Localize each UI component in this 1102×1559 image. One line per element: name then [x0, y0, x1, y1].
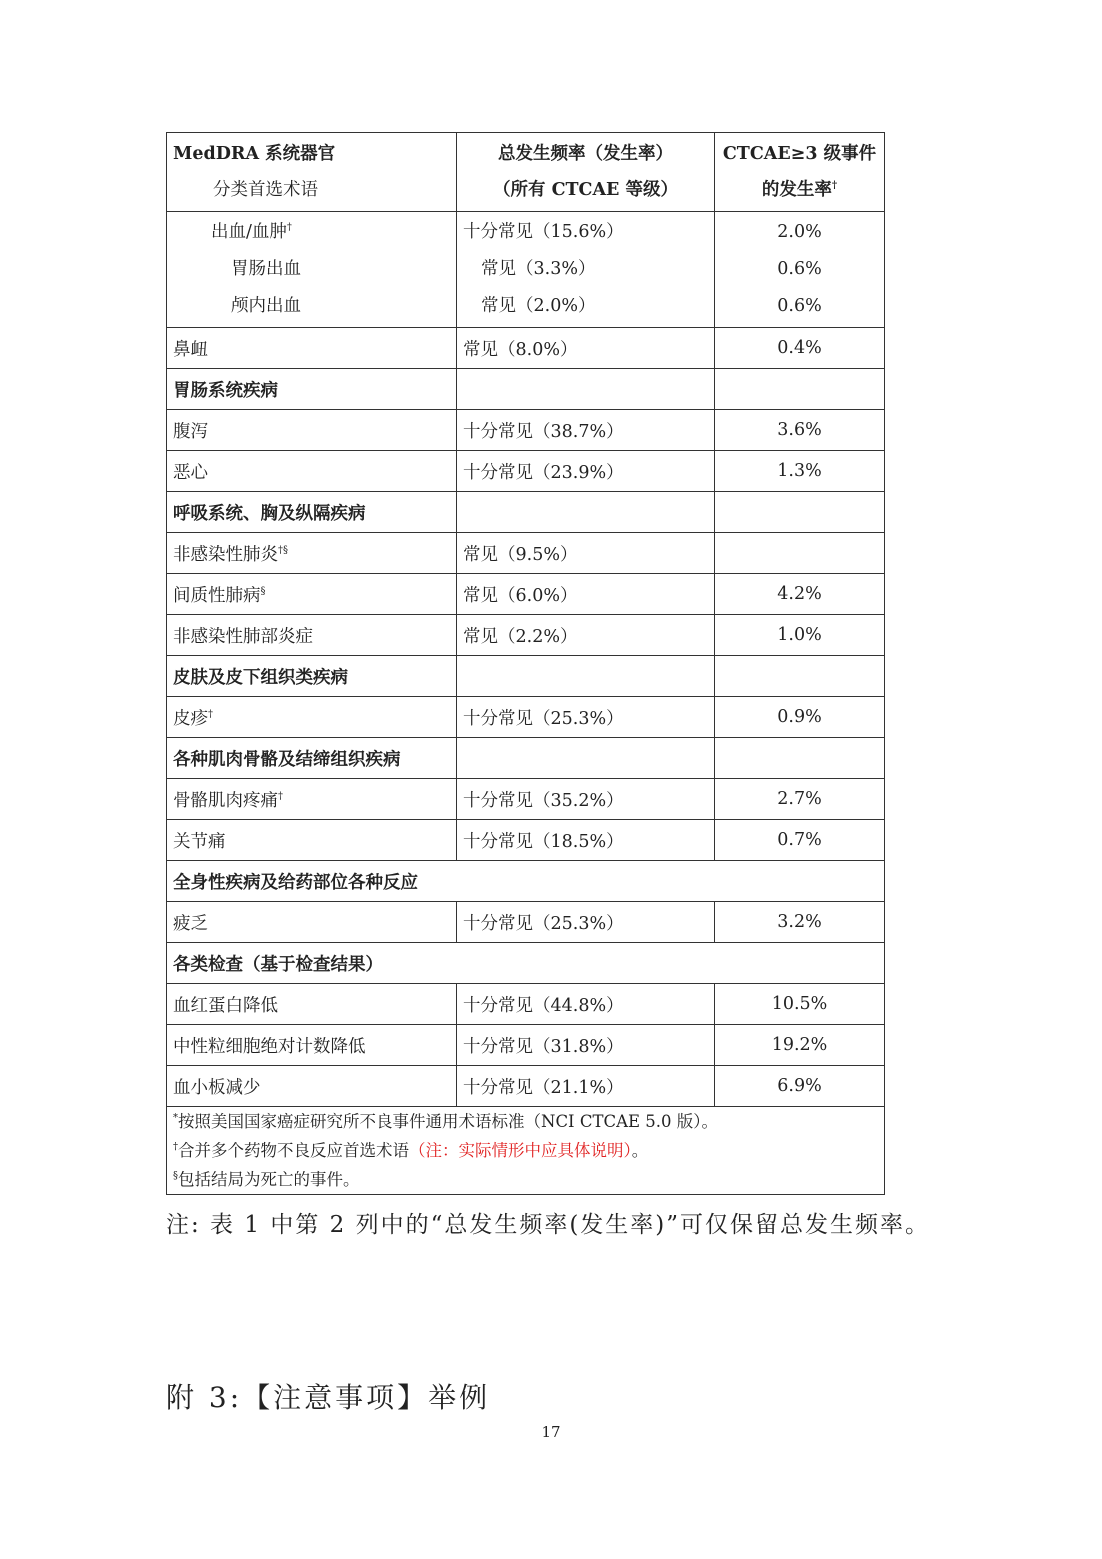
- grade3-text: 0.6%: [777, 259, 822, 279]
- term-text: 腹泻: [173, 421, 208, 442]
- table-header-row: [167, 133, 885, 212]
- header-col3-mark: †: [831, 180, 838, 192]
- grade3-cell: 4.2%: [715, 574, 885, 615]
- rate-text: 常见（2.0%）: [481, 296, 596, 316]
- table-row: [167, 451, 885, 492]
- term-text: 疲乏: [173, 913, 208, 934]
- term-text: 骨骼肌肉疼痛: [173, 790, 278, 811]
- table-row: [167, 820, 885, 861]
- term-cell: [167, 902, 457, 943]
- footnote-text: 。: [631, 1141, 649, 1160]
- term-cell: [167, 697, 457, 738]
- category-cell: 皮肤及皮下组织类疾病: [167, 656, 457, 697]
- term-cell: [167, 328, 457, 369]
- grade3-cell: 1.0%: [715, 615, 885, 656]
- grade3-cell: [715, 212, 885, 328]
- table-row: [167, 697, 885, 738]
- term-cell: [167, 779, 457, 820]
- rate-cell: 十分常见（25.3%）: [457, 697, 715, 738]
- empty-cell: [457, 492, 715, 533]
- grade3-cell: 0.7%: [715, 820, 885, 861]
- category-row: [167, 738, 885, 779]
- table-row: [167, 212, 885, 328]
- rate-cell: 十分常见（25.3%）: [457, 902, 715, 943]
- term-cell: [167, 574, 457, 615]
- footnotes: [167, 1107, 885, 1195]
- header-soc-term: [167, 133, 457, 212]
- category-cell: 呼吸系统、胸及纵隔疾病: [167, 492, 457, 533]
- category-cell: 各类检查（基于检查结果）: [167, 943, 885, 984]
- term-mark: †: [208, 708, 213, 720]
- grade3-cell: 2.7%: [715, 779, 885, 820]
- empty-cell: [715, 656, 885, 697]
- rate-cell: 十分常见（44.8%）: [457, 984, 715, 1025]
- empty-cell: [715, 492, 885, 533]
- term-cell: [167, 451, 457, 492]
- table-row: [167, 574, 885, 615]
- rate-cell: 十分常见（18.5%）: [457, 820, 715, 861]
- footnote-2: [173, 1136, 878, 1165]
- term-text: 血小板减少: [173, 1077, 261, 1098]
- term-mark: †: [286, 222, 292, 234]
- footnote-mark: §: [173, 1170, 178, 1182]
- term-text: 血红蛋白降低: [173, 995, 278, 1016]
- category-row: [167, 656, 885, 697]
- table-row: [167, 1066, 885, 1107]
- empty-cell: [457, 656, 715, 697]
- table-row: [167, 1025, 885, 1066]
- table-row: [167, 902, 885, 943]
- page-number: 17: [541, 1423, 561, 1441]
- empty-cell: [715, 738, 885, 779]
- appendix-heading: 附 3:【注意事项】举例: [166, 1381, 491, 1414]
- category-cell: 胃肠系统疾病: [167, 369, 457, 410]
- term-text: 中性粒细胞绝对计数降低: [173, 1036, 366, 1057]
- term-text: 颅内出血: [231, 296, 301, 316]
- table-row: [167, 615, 885, 656]
- rate-cell: 十分常见（31.8%）: [457, 1025, 715, 1066]
- header-col3-line1: CTCAE≥3 级事件: [722, 144, 877, 164]
- rate-text: 十分常见（15.6%）: [463, 222, 624, 242]
- category-row: [167, 492, 885, 533]
- grade3-cell: 3.2%: [715, 902, 885, 943]
- category-cell: 各种肌肉骨骼及结缔组织疾病: [167, 738, 457, 779]
- footnote-mark: *: [173, 1112, 178, 1124]
- term-cell: [167, 410, 457, 451]
- grade3-cell: 10.5%: [715, 984, 885, 1025]
- term-text: 非感染性肺部炎症: [173, 626, 313, 647]
- header-col3-line2: 的发生率: [761, 180, 832, 200]
- grade3-text: 0.6%: [777, 296, 822, 316]
- rate-cell: 十分常见（35.2%）: [457, 779, 715, 820]
- term-cell: [167, 984, 457, 1025]
- category-row: [167, 943, 885, 984]
- footnote-red-annotation: （注：实际情形中应具体说明）: [409, 1141, 632, 1160]
- adverse-reaction-table: [166, 132, 885, 1195]
- term-text: 非感染性肺炎: [173, 544, 278, 565]
- category-row: [167, 861, 885, 902]
- category-cell: 全身性疾病及给药部位各种反应: [167, 861, 885, 902]
- term-cell: [167, 1066, 457, 1107]
- grade3-cell: [715, 533, 885, 574]
- grade3-cell: 3.6%: [715, 410, 885, 451]
- grade3-cell: 0.9%: [715, 697, 885, 738]
- category-row: [167, 369, 885, 410]
- term-text: 皮疹: [173, 708, 208, 729]
- term-text: 间质性肺病: [173, 585, 261, 606]
- term-cell: [167, 1025, 457, 1066]
- header-grade3: [715, 133, 885, 212]
- term-mark: †§: [278, 544, 288, 556]
- table-row: [167, 410, 885, 451]
- term-text: 恶心: [173, 462, 208, 483]
- table-row: [167, 984, 885, 1025]
- term-cell: [167, 533, 457, 574]
- rate-cell: 常见（2.2%）: [457, 615, 715, 656]
- footnote-1: [173, 1107, 878, 1136]
- header-frequency: [457, 133, 715, 212]
- footnote-mark: †: [173, 1141, 178, 1153]
- term-text: 鼻衄: [173, 339, 208, 360]
- rate-cell: 常见（6.0%）: [457, 574, 715, 615]
- empty-cell: [457, 738, 715, 779]
- term-mark: §: [260, 585, 266, 597]
- term-text: 胃肠出血: [231, 259, 301, 279]
- header-col2-line2: （所有 CTCAE 等级）: [493, 180, 678, 200]
- footnote-text: 按照美国国家癌症研究所不良事件通用术语标准（NCI CTCAE 5.0 版）。: [178, 1112, 719, 1131]
- footnote-text: 包括结局为死亡的事件。: [178, 1170, 360, 1189]
- term-mark: †: [278, 790, 283, 802]
- rate-cell: 常见（9.5%）: [457, 533, 715, 574]
- term-cell: [167, 212, 457, 328]
- table-row: [167, 328, 885, 369]
- footnote-text: 合并多个药物不良反应首选术语: [178, 1141, 409, 1160]
- footnote-row: [167, 1107, 885, 1195]
- table-note: 注: 表 1 中第 2 列中的“总发生频率(发生率)”可仅保留总发生频率。: [166, 1212, 931, 1238]
- table-row: [167, 533, 885, 574]
- header-col2-line1: 总发生频率（发生率）: [498, 144, 673, 164]
- term-cell: [167, 615, 457, 656]
- grade3-cell: 19.2%: [715, 1025, 885, 1066]
- grade3-cell: 0.4%: [715, 328, 885, 369]
- empty-cell: [715, 369, 885, 410]
- header-col1-line1: MedDRA 系统器官: [173, 144, 336, 164]
- empty-cell: [457, 369, 715, 410]
- rate-cell: 十分常见（21.1%）: [457, 1066, 715, 1107]
- term-text: 关节痛: [173, 831, 226, 852]
- grade3-cell: 6.9%: [715, 1066, 885, 1107]
- table-row: [167, 779, 885, 820]
- grade3-cell: 1.3%: [715, 451, 885, 492]
- grade3-text: 2.0%: [777, 222, 822, 242]
- term-text: 出血/血肿: [211, 222, 287, 242]
- header-col1-line2: 分类首选术语: [213, 180, 318, 200]
- footnote-3: [173, 1165, 878, 1194]
- rate-cell: [457, 212, 715, 328]
- rate-text: 常见（3.3%）: [481, 259, 596, 279]
- rate-cell: 十分常见（23.9%）: [457, 451, 715, 492]
- rate-cell: 常见（8.0%）: [457, 328, 715, 369]
- term-cell: [167, 820, 457, 861]
- rate-cell: 十分常见（38.7%）: [457, 410, 715, 451]
